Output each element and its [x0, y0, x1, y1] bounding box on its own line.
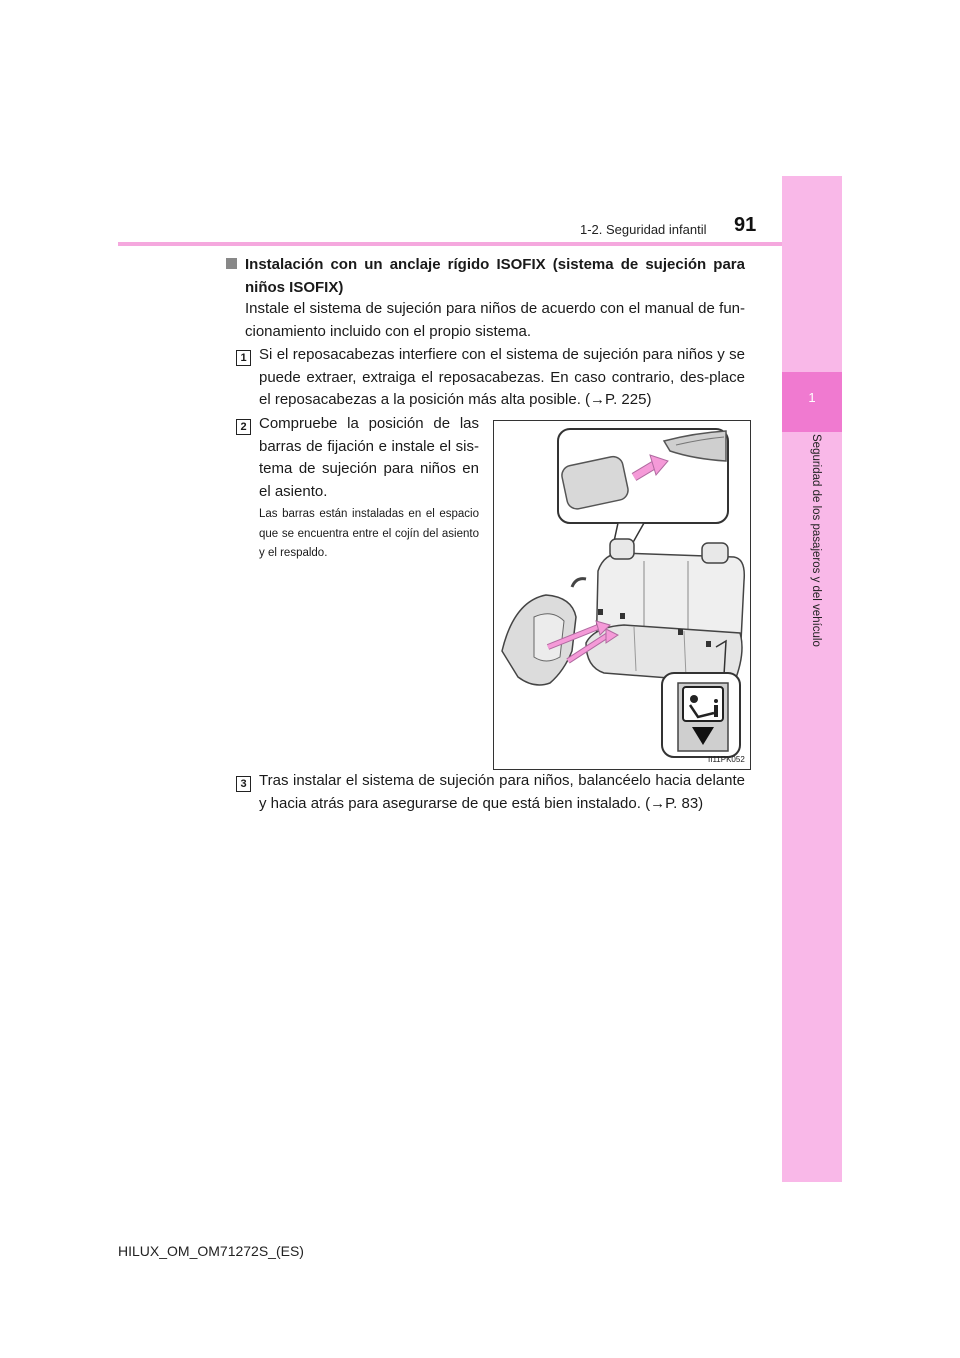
- step-2-text: Compruebe la posición de las barras de fijación e instale el sis-tema de sujeción para niños en el asiento.: [259, 415, 479, 500]
- step-1-number: 1: [236, 350, 251, 366]
- figure-code: II11PK052: [708, 755, 745, 764]
- footer-doc-id: HILUX_OM_OM71272S_(ES): [118, 1243, 304, 1259]
- section-title: 1-2. Seguridad infantil: [580, 222, 707, 237]
- header-rule: [118, 242, 782, 246]
- heading-bullet-icon: [226, 258, 237, 269]
- step-3-text: Tras instalar el sistema de sujeción para niños, balancéelo hacia delante y hacia atrás para asegurarse de que está bien instalado. (→P. 83): [259, 772, 745, 812]
- step-2-note: Las barras están instaladas en el espacio que se encuentra entre el cojín del asiento y el respaldo.: [259, 508, 479, 559]
- step-3-number: 3: [236, 776, 251, 792]
- section-heading: Instalación con un anclaje rígido ISOFIX (sistema de sujeción para niños ISOFIX): [245, 256, 745, 296]
- step-1-text: Si el reposacabezas interfiere con el sistema de sujeción para niños y se puede extraer, extraiga el reposacabezas. En caso contrario, des-place el reposacabezas a la posición más alta posible. (→P. 225): [259, 346, 745, 408]
- chapter-number: 1: [808, 390, 816, 405]
- step-2-number: 2: [236, 419, 251, 435]
- intro-paragraph: Instale el sistema de sujeción para niños de acuerdo con el manual de fun-cionamiento incluido con el propio sistema.: [245, 300, 745, 340]
- isofix-illustration: [493, 420, 751, 770]
- page-number: 91: [734, 214, 757, 236]
- isofix-illustration-drawing: [494, 421, 750, 769]
- side-tab-label: Seguridad de los pasajeros y del vehículo: [810, 434, 822, 647]
